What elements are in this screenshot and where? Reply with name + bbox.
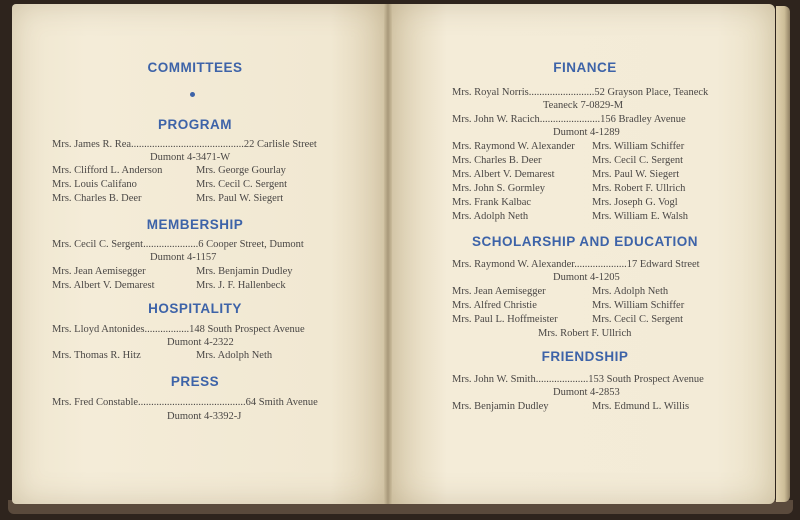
membership-member: Mrs. J. F. Hallenbeck [196,280,286,291]
finance-chair: Mrs. Royal Norris.........................52 Grayson Place, Teaneck [452,87,709,98]
scholarship-phone: Dumont 4-1205 [553,272,620,283]
finance-chair: Mrs. John W. Racich.......................156 Bradley Avenue [452,114,686,125]
finance-member: Mrs. John S. Gormley [452,183,546,194]
finance-member: Mrs. Cecil C. Sergent [592,155,684,166]
hospitality-heading: HOSPITALITY [148,301,242,316]
program-phone: Dumont 4-3471-W [150,152,231,163]
finance-member: Mrs. Paul W. Siegert [592,169,680,180]
hospitality-member: Mrs. Adolph Neth [196,350,273,361]
spine [384,4,392,504]
page-title: COMMITTEES [147,60,243,75]
membership-heading: MEMBERSHIP [146,217,244,232]
finance-heading: FINANCE [553,60,617,75]
press-heading: PRESS [170,374,220,389]
scholarship-member: Mrs. Adolph Neth [592,286,669,297]
bullet-dot-icon [190,92,195,97]
finance-member: Mrs. Frank Kalbac [452,197,532,208]
friendship-member: Mrs. Edmund L. Willis [592,401,690,412]
hospitality-phone: Dumont 4-2322 [167,337,234,348]
scholarship-member: Mrs. William Schiffer [592,300,685,311]
scholarship-member: Mrs. Paul L. Hoffmeister [452,314,558,325]
finance-member: Mrs. Charles B. Deer [452,155,542,166]
scholarship-member: Mrs. Jean Aemisegger [452,286,546,297]
right-page [389,4,775,504]
scholarship-member: Mrs. Robert F. Ullrich [538,328,632,339]
membership-member: Mrs. Jean Aemisegger [52,266,146,277]
scholarship-heading: SCHOLARSHIP AND EDUCATION [471,234,698,249]
finance-phone: Dumont 4-1289 [553,127,620,138]
scholarship-chair: Mrs. Raymond W. Alexander....................17 Edward Street [452,259,700,270]
program-heading: PROGRAM [158,117,232,132]
press-phone: Dumont 4-3392-J [167,411,242,422]
program-member: Mrs. Cecil C. Sergent [196,179,288,190]
program-member: Mrs. Clifford L. Anderson [52,165,163,176]
membership-member: Mrs. Albert V. Demarest [52,280,155,291]
finance-member: Mrs. Robert F. Ullrich [592,183,686,194]
press-chair: Mrs. Fred Constable.........................................64 Smith Avenue [52,397,318,408]
finance-phone: Teaneck 7-0829-M [543,100,624,111]
scholarship-member: Mrs. Alfred Christie [452,300,537,311]
program-member: Mrs. Paul W. Siegert [196,193,284,204]
scholarship-member: Mrs. Cecil C. Sergent [592,314,684,325]
finance-member: Mrs. Raymond W. Alexander [452,141,575,152]
program-member: Mrs. Charles B. Deer [52,193,142,204]
program-member: Mrs. George Gourlay [196,165,286,176]
finance-member: Mrs. Adolph Neth [452,211,529,222]
page-edge [776,6,790,502]
membership-member: Mrs. Benjamin Dudley [196,266,293,277]
finance-member: Mrs. William E. Walsh [592,211,689,222]
program-member: Mrs. Louis Califano [52,179,137,190]
friendship-phone: Dumont 4-2853 [553,387,620,398]
friendship-member: Mrs. Benjamin Dudley [452,401,549,412]
membership-chair: Mrs. Cecil C. Sergent.....................6 Cooper Street, Dumont [52,239,304,250]
hospitality-chair: Mrs. Lloyd Antonides.................148 South Prospect Avenue [52,324,305,335]
finance-member: Mrs. Joseph G. Vogl [592,197,678,208]
membership-phone: Dumont 4-1157 [150,252,217,263]
hospitality-member: Mrs. Thomas R. Hitz [52,350,141,361]
program-chair: Mrs. James R. Rea...........................................22 Carlisle Street [52,139,317,150]
friendship-chair: Mrs. John W. Smith....................153 South Prospect Avenue [452,374,704,385]
finance-member: Mrs. William Schiffer [592,141,685,152]
finance-member: Mrs. Albert V. Demarest [452,169,555,180]
friendship-heading: FRIENDSHIP [541,349,629,364]
